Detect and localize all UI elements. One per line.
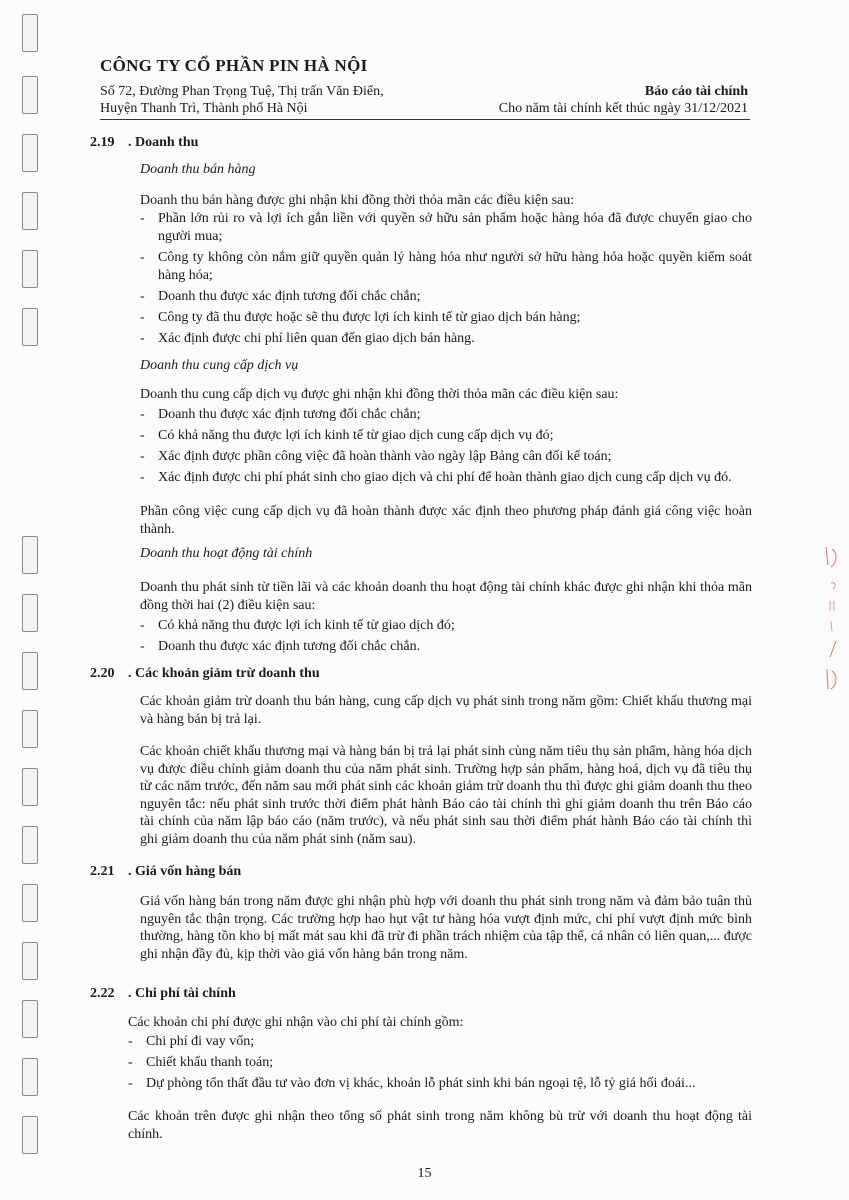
list-item: - Doanh thu được xác định tương đối chắc chắn; <box>140 289 421 304</box>
binder-hole <box>22 1000 38 1038</box>
paragraph: Doanh thu bán hàng được ghi nhận khi đồng thời thỏa mãn các điều kiện sau: <box>140 193 575 208</box>
list-item: - Phần lớn rủi ro và lợi ích gắn liền với quyền sở hữu sản phẩm hoặc hàng hóa đã được chuyển giao cho người mua; <box>140 211 752 244</box>
company-address-line1: Số 72, Đường Phan Trọng Tuệ, Thị trấn Văn Điển, <box>100 84 384 99</box>
section-number: 2.21 <box>90 864 115 879</box>
binder-hole <box>22 594 38 632</box>
list-item: - Công ty đã thu được hoặc sẽ thu được lợi ích kinh tế từ giao dịch bán hàng; <box>140 310 581 325</box>
section-title: . Doanh thu <box>128 135 199 150</box>
list-item: - Xác định được chi phí liên quan đến giao dịch bán hàng. <box>140 331 475 346</box>
section-heading-2-20 <box>90 666 320 682</box>
list-item: - Xác định được phần công việc đã hoàn thành vào ngày lập Bảng cân đối kế toán; <box>140 449 612 464</box>
section-number: 2.19 <box>90 135 115 150</box>
list-item: - Có khả năng thu được lợi ích kinh tế từ giao dịch cung cấp dịch vụ đó; <box>140 428 554 443</box>
binder-hole <box>22 14 38 52</box>
binder-hole <box>22 1116 38 1154</box>
list-item: - Xác định được chi phí phát sinh cho giao dịch và chi phí để hoàn thành giao dịch cung cấp dịch vụ đó. <box>140 470 732 485</box>
section-title: . Chi phí tài chính <box>128 986 236 1001</box>
section-heading-2-22 <box>90 986 236 1002</box>
paragraph: Các khoản trên được ghi nhận theo tổng số phát sinh trong năm không bù trừ với doanh thu hoạt động tài chính. <box>128 1109 752 1142</box>
binder-hole <box>22 826 38 864</box>
company-name: CÔNG TY CỔ PHẦN PIN HÀ NỘI <box>100 56 368 75</box>
page-number: 15 <box>417 1166 432 1181</box>
section-heading-2-19 <box>90 135 198 151</box>
binder-hole <box>22 76 38 114</box>
subsection-title: Doanh thu cung cấp dịch vụ <box>140 358 299 373</box>
subsection-title: Doanh thu bán hàng <box>140 162 256 177</box>
paragraph: Giá vốn hàng bán trong năm được ghi nhận phù hợp với doanh thu phát sinh trong năm và đảm bảo tuân thủ nguyên tắc thận trọng. Các trường hợp hao hụt vật tư hàng hóa vượt định mức, chi phí vượt định mức bình thường, hàng tồn kho bị mất mát sau khi đã trừ đi phần trách nhiệm của tập thể, cá nhân có liên quan,... được ghi nhận đầy đủ, kịp thời vào giá vốn hàng bán trong năm. <box>140 894 752 962</box>
list-item: - Chi phí đi vay vốn; <box>128 1034 255 1049</box>
company-address-line2: Huyện Thanh Trì, Thành phố Hà Nội <box>100 101 308 116</box>
paragraph: Các khoản giảm trừ doanh thu bán hàng, cung cấp dịch vụ phát sinh trong năm gồm: Chiết khấu thương mại và hàng bán bị trả lại. <box>140 694 752 727</box>
binder-hole <box>22 250 38 288</box>
binder-hole <box>22 192 38 230</box>
list-item: - Công ty không còn nắm giữ quyền quản lý hàng hóa như người sở hữu hàng hóa hoặc quyền kiểm soát hàng hóa; <box>140 250 752 283</box>
paragraph: Doanh thu cung cấp dịch vụ được ghi nhận khi đồng thời thỏa mãn các điều kiện sau: <box>140 387 619 402</box>
binder-hole <box>22 710 38 748</box>
binder-hole <box>22 652 38 690</box>
report-title: Báo cáo tài chính <box>644 84 748 99</box>
paragraph: Các khoản chiết khấu thương mại và hàng bán bị trả lại phát sinh cùng năm tiêu thụ sản phẩm, hàng hóa dịch vụ được điều chỉnh giảm doanh thu của năm phát sinh. Trường hợp sản phẩm, hàng hoá, dịch vụ đã tiêu thụ từ các năm trước, đến năm sau mới phát sinh các khoản giảm trừ doanh thu thì được ghi giảm doanh thu theo nguyên tắc: nếu phát sinh trước thời điểm phát hành Báo cáo tài chính thì ghi giảm doanh thu trên Báo cáo tài chính của năm lập báo cáo (năm trước), và nếu phát sinh sau thời điểm phát hành Báo cáo tài chính thì ghi giảm doanh thu của năm phát sinh (năm sau). <box>140 744 752 847</box>
stamp-edge-marks <box>822 545 844 695</box>
list-item: - Doanh thu được xác định tương đối chắc chắn. <box>140 639 421 654</box>
binder-hole <box>22 1058 38 1096</box>
section-title: . Giá vốn hàng bán <box>128 864 242 879</box>
header-divider <box>100 119 750 120</box>
section-title: . Các khoản giảm trừ doanh thu <box>128 666 320 681</box>
paragraph: Doanh thu phát sinh từ tiền lãi và các khoản doanh thu hoạt động tài chính khác được ghi nhận khi thỏa mãn đồng thời hai (2) điều kiện sau: <box>140 580 752 613</box>
report-period: Cho năm tài chính kết thúc ngày 31/12/2021 <box>498 101 748 116</box>
section-heading-2-21 <box>90 864 241 880</box>
list-item: - Dự phòng tổn thất đầu tư vào đơn vị khác, khoản lỗ phát sinh khi bán ngoại tệ, lỗ tỷ giá hối đoái... <box>128 1076 696 1091</box>
section-number: 2.22 <box>90 986 115 1001</box>
binder-hole <box>22 134 38 172</box>
section-number: 2.20 <box>90 666 115 681</box>
paragraph: Các khoản chi phí được ghi nhận vào chi phí tài chính gồm: <box>128 1015 464 1030</box>
list-item: - Chiết khấu thanh toán; <box>128 1055 274 1070</box>
binder-hole <box>22 308 38 346</box>
binder-hole <box>22 536 38 574</box>
list-item: - Doanh thu được xác định tương đối chắc chắn; <box>140 407 421 422</box>
subsection-title: Doanh thu hoạt động tài chính <box>140 546 313 561</box>
binder-hole <box>22 768 38 806</box>
paragraph: Phần công việc cung cấp dịch vụ đã hoàn thành được xác định theo phương pháp đánh giá công việc hoàn thành. <box>140 504 752 537</box>
binder-hole <box>22 942 38 980</box>
binder-hole <box>22 884 38 922</box>
list-item: - Có khả năng thu được lợi ích kinh tế từ giao dịch đó; <box>140 618 455 633</box>
